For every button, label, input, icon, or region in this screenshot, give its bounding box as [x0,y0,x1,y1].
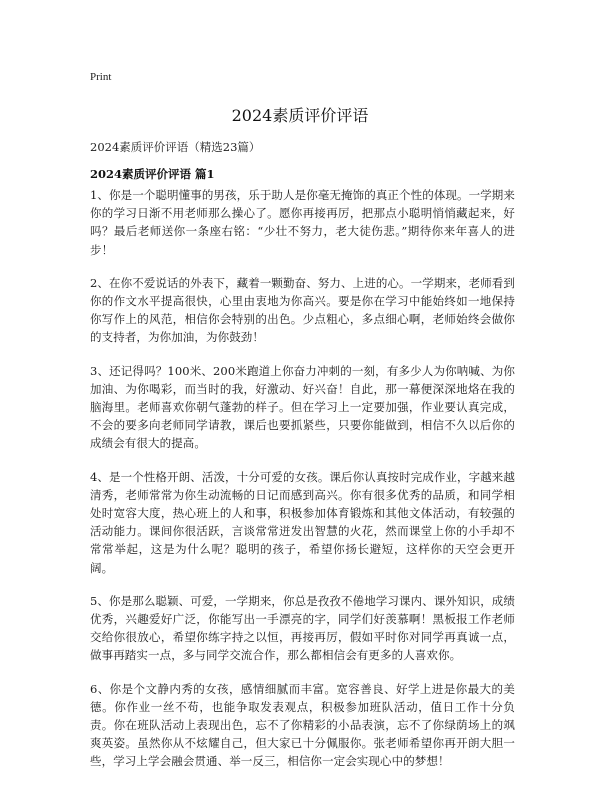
paragraph-4: 4、是一个性格开朗、活泼，十分可爱的女孩。课后你认真按时完成作业，字越来越清秀，老师常常为你生动流畅的日记而感到高兴。你有很多优秀的品质，和同学相处时宽容大度，热心班上的人和事，积极参加体育锻炼和其他文体活动，有较强的活动能力。课间你很活跃，言谈常常迸发出智慧的火花，然而课堂上你的小手却不常常举起，这是为什么呢？聪明的孩子，希望你扬长避短，这样你的天空会更开阔。 [90,469,516,575]
paragraph-5: 5、你是那么聪颖、可爱，一学期来，你总是孜孜不倦地学习课内、课外知识，成绩优秀，兴趣爱好广泛，你能写出一手漂亮的字，同学们好羡慕啊！黑板报工作老师交给你很放心，希望你练字持之以恒，再接再厉，假如平时你对同学再真诚一点，做事再踏实一点，多与同学交流合作，那么都相信会有更多的人喜欢你。 [90,593,516,663]
paragraph-1: 1、你是一个聪明懂事的男孩，乐于助人是你毫无掩饰的真正个性的体现。一学期来你的学习日渐不用老师那么操心了。愿你再接再厉，把那点小聪明悄悄藏起来，好吗？最后老师送你一条座右铭：“少壮不努力，老大徒伤悲。”期待你来年喜人的进步！ [90,188,516,257]
paragraph-3: 3、还记得吗？100米、200米跑道上你奋力冲刺的一刻，有多少人为你呐喊、为你加油、为你喝彩，而当时的我，好激动、好兴奋！自此，那一幕便深深地烙在我的脑海里。老师喜欢你朝气蓬勃的样子。但在学习上一定要加强，作业要认真完成，不会的要多向老师同学请教，课后也要抓紧些，只要你能做到，相信不久以后你的成绩会有很大的提高。 [90,363,515,451]
document-subtitle: 2024素质评价评语（精选23篇） [90,140,261,154]
paragraph-2: 2、在你不爱说话的外表下，藏着一颗勤奋、努力、上进的心。一学期来，老师看到你的作文水平提高很快，心里由衷地为你高兴。要是你在学习中能始终如一地保持你写作上的风范，相信你会特别的出色。少点粗心，多点细心啊，老师始终会做你的支持者，为你加油，为你鼓劲！ [90,275,516,345]
page-title: 2024素质评价评语 [231,106,369,125]
paragraph-6: 6、你是个文静内秀的女孩，感情细腻而丰富。宽容善良、好学上进是你最大的美德。你作业一丝不苟，也能争取发表观点，积极参加班队活动，值日工作十分负责。你在班队活动上表现出色，忘不了你精彩的小品表演，忘不了你绿荫场上的飒爽英姿。虽然你从不炫耀自己，但大家已十分佩服你。张老师希望你再开朗大胆一些，学习上学会融会贯通、举一反三，相信你一定会实现心中的梦想！ [90,681,515,769]
print-link[interactable]: Print [90,71,112,83]
section-heading: 2024素质评价评语 篇1 [90,167,215,181]
document-body [90,186,515,786]
